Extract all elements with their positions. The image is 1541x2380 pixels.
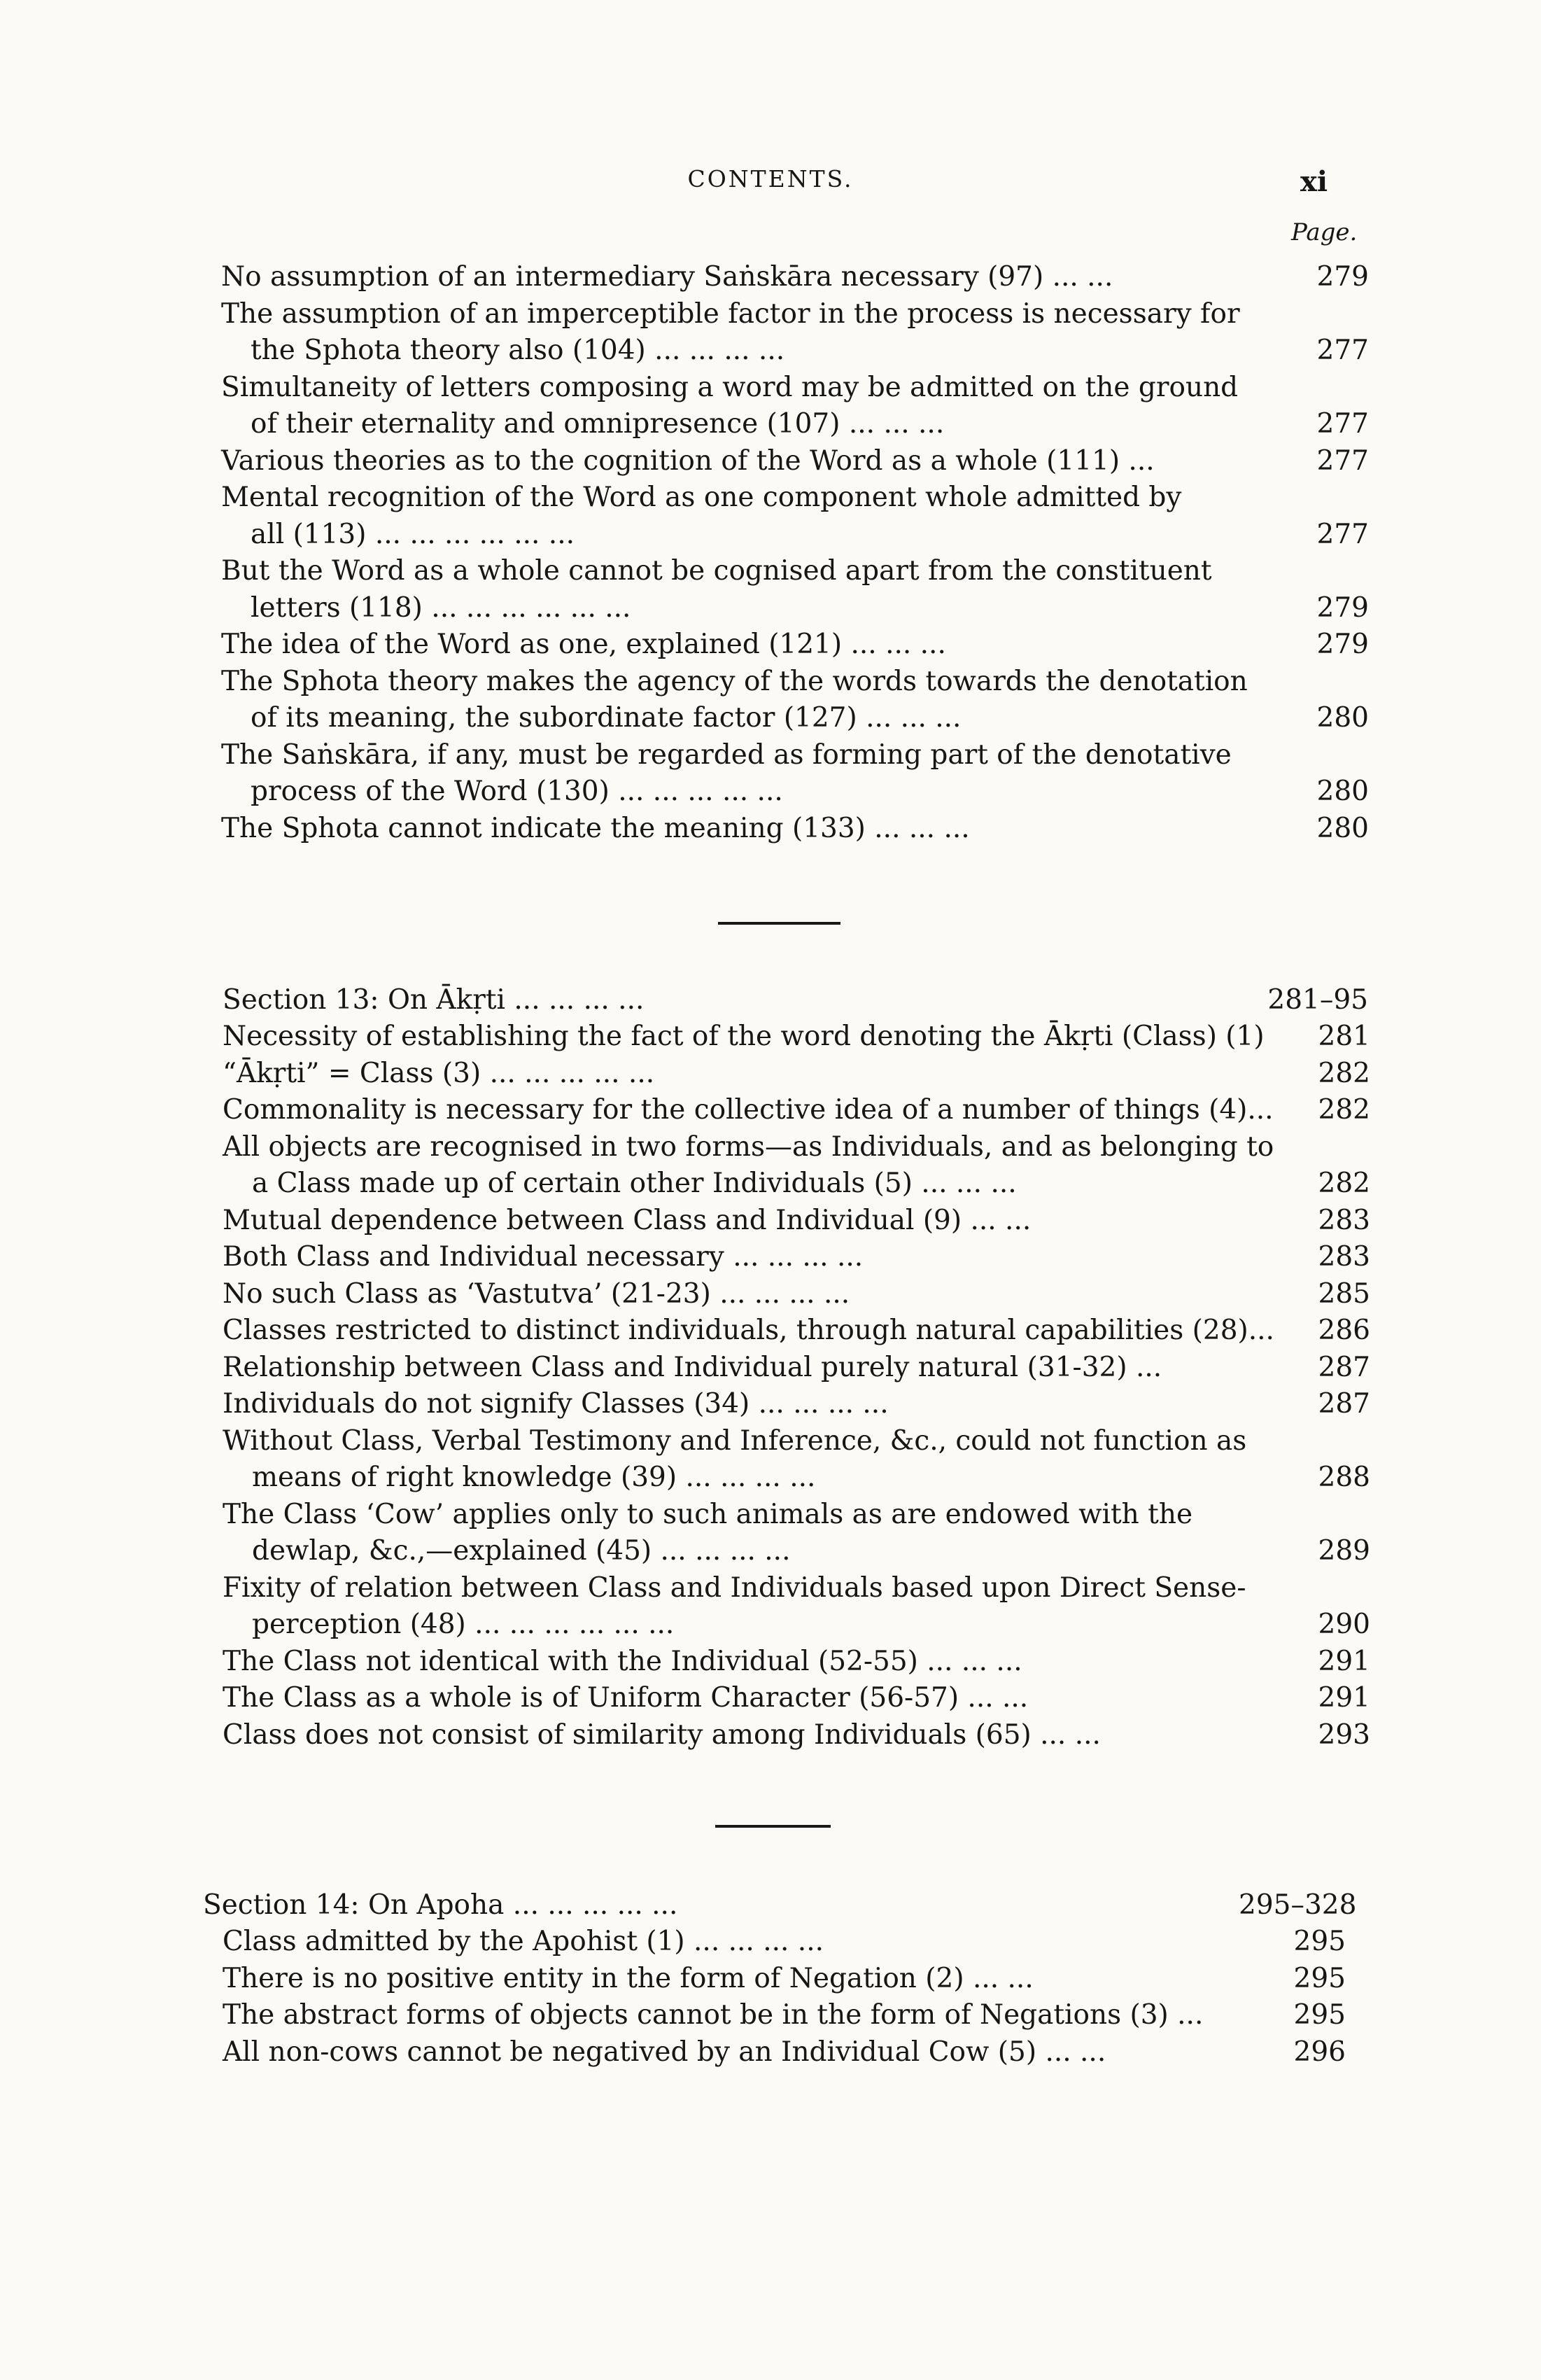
- toc-entry-page: 277: [1316, 444, 1369, 477]
- toc-entry-text: The Sphota cannot indicate the meaning (133) ... ... ...: [221, 812, 970, 844]
- toc-entry-page: 279: [1316, 592, 1369, 624]
- toc-entry-continuation: perception (48) ... ... ... ... ... ...: [252, 1609, 675, 1640]
- toc-entry-page: 295: [1293, 1962, 1346, 1994]
- toc-entry: [223, 1350, 1370, 1387]
- toc-entry: [223, 1203, 1370, 1240]
- toc-entry-page: 280: [1316, 702, 1369, 734]
- toc-entry-page: 295: [1293, 1926, 1346, 1957]
- toc-entry-page: 282: [1318, 1168, 1370, 1199]
- toc-entry-text: Mental recognition of the Word as one component whole admitted by: [221, 482, 1182, 513]
- toc-entry: [221, 553, 1369, 626]
- toc-entry-continuation: of its meaning, the subordinate factor (127) ... ... ...: [251, 702, 962, 734]
- section-13-heading: [223, 982, 644, 1018]
- toc-entry-text: But the Word as a whole cannot be cognised apart from the constituent: [221, 555, 1212, 587]
- toc-entry-text: Class does not consist of similarity among Individuals (65) ... ...: [223, 1718, 1101, 1751]
- toc-entry: [221, 370, 1369, 443]
- toc-entry: [221, 811, 1369, 848]
- toc-entry-page: 293: [1318, 1718, 1370, 1751]
- toc-entry-text: Class admitted by the Apohist (1) ... ... ... ...: [223, 1926, 824, 1957]
- toc-entry: [221, 259, 1369, 296]
- toc-entry-page: 283: [1318, 1241, 1370, 1273]
- toc-entry-page: 295: [1293, 1999, 1346, 2031]
- toc-entry: [223, 1239, 1370, 1276]
- toc-entry: [223, 1129, 1370, 1203]
- running-title: CONTENTS.: [687, 165, 854, 192]
- toc-entry-text: All non-cows cannot be negatived by an Individual Cow (5) ... ...: [223, 2036, 1106, 2068]
- page-header: [0, 165, 1541, 207]
- toc-entry-page: 279: [1316, 261, 1369, 293]
- toc-entry-text: The assumption of an imperceptible factor in the process is necessary for: [221, 298, 1240, 330]
- toc-entry-page: 285: [1318, 1278, 1370, 1310]
- toc-entry-text: Classes restricted to distinct individuals, through natural capabilities (28)...: [223, 1315, 1274, 1346]
- toc-entry-text: The abstract forms of objects cannot be in the form of Negations (3) ...: [223, 1999, 1204, 2031]
- toc-entry-continuation: of their eternality and omnipresence (107) ... ... ...: [251, 408, 945, 440]
- page-number: xi: [1300, 165, 1328, 198]
- toc-entry: [223, 1092, 1370, 1129]
- toc-entry: [223, 1497, 1370, 1570]
- toc-entry-text: The Class not identical with the Individual (52-55) ... ... ...: [223, 1645, 1022, 1677]
- toc-entry-page: 289: [1318, 1535, 1370, 1567]
- toc-entry-page: 296: [1293, 2036, 1346, 2068]
- section-13-title: Section 13: On Ākṛti ... ... ... ...: [223, 984, 645, 1016]
- toc-entry-page: 280: [1316, 812, 1369, 844]
- toc-entry-text: Both Class and Individual necessary ... ... ... ...: [223, 1241, 864, 1273]
- toc-entry: [223, 1644, 1370, 1681]
- section-13-pages: 281–95: [1267, 984, 1368, 1016]
- toc-entry: [221, 296, 1369, 370]
- toc-entry-continuation: process of the Word (130) ... ... ... ... ...: [251, 776, 783, 807]
- toc-entry: [223, 1312, 1370, 1350]
- toc-entry-text: Simultaneity of letters composing a word may be admitted on the ground: [221, 371, 1239, 403]
- toc-entry: [223, 1276, 1370, 1313]
- toc-entry: [223, 1386, 1370, 1423]
- toc-entry-continuation: dewlap, &c.,—explained (45) ... ... ... ...: [252, 1535, 791, 1567]
- toc-entry: [221, 479, 1369, 553]
- toc-entry-page: 291: [1318, 1682, 1370, 1714]
- toc-entry-text: “Ākṛti” = Class (3) ... ... ... ... ...: [223, 1057, 655, 1089]
- toc-entry: [223, 1056, 1370, 1093]
- toc-entry-text: Necessity of establishing the fact of the word denoting the Ākṛti (Class) (1): [223, 1021, 1265, 1052]
- section-14-title: Section 14: On Apoha ... ... ... ... ...: [203, 1889, 678, 1921]
- toc-entry-text: Relationship between Class and Individual purely natural (31-32) ...: [223, 1351, 1162, 1383]
- toc-entry: [223, 2034, 1346, 2071]
- toc-entry-text: The Saṅskāra, if any, must be regarded as forming part of the denotative: [221, 738, 1232, 771]
- toc-entry-text: The Class as a whole is of Uniform Character (56-57) ... ...: [223, 1682, 1029, 1714]
- toc-entry-page: 281: [1318, 1021, 1370, 1052]
- toc-entry: [221, 664, 1369, 737]
- toc-entry-page: 277: [1316, 518, 1369, 550]
- page-column-label: Page.: [1291, 218, 1358, 246]
- toc-entry-text: The idea of the Word as one, explained (121) ... ... ...: [221, 629, 946, 660]
- toc-entry-page: 290: [1318, 1609, 1370, 1640]
- toc-entry-continuation: a Class made up of certain other Individuals (5) ... ... ...: [252, 1168, 1017, 1199]
- toc-entry-text: Commonality is necessary for the collective idea of a number of things (4)...: [223, 1094, 1274, 1126]
- toc-entry-page: 286: [1318, 1315, 1370, 1346]
- toc-entry-page: 287: [1318, 1351, 1370, 1383]
- toc-entry-page: 280: [1316, 776, 1369, 807]
- toc-entry: [223, 1961, 1346, 1998]
- toc-entry-continuation: all (113) ... ... ... ... ... ...: [251, 518, 575, 550]
- toc-entry-text: The Class ‘Cow’ applies only to such animals as are endowed with the: [223, 1498, 1193, 1530]
- toc-entry-page: 288: [1318, 1462, 1370, 1493]
- toc-entry: [221, 626, 1369, 664]
- toc-entry-text: All objects are recognised in two forms—as Individuals, and as belonging to: [223, 1130, 1274, 1163]
- toc-entry: [221, 737, 1369, 811]
- toc-entry-text: Fixity of relation between Class and Individuals based upon Direct Sense-: [223, 1572, 1246, 1604]
- toc-entry-text: Various theories as to the cognition of the Word as a whole (111) ...: [221, 444, 1155, 477]
- toc-entry: [223, 1924, 1346, 1961]
- toc-entry: [223, 1997, 1346, 2034]
- toc-entry-text: The Sphota theory makes the agency of the words towards the denotation: [221, 665, 1248, 697]
- toc-entry-text: There is no positive entity in the form of Negation (2) ... ...: [223, 1962, 1034, 1994]
- toc-entry-continuation: the Sphota theory also (104) ... ... ... ...: [251, 335, 785, 366]
- toc-entry: [223, 1018, 1370, 1056]
- toc-entry-text: Mutual dependence between Class and Individual (9) ... ...: [223, 1204, 1032, 1236]
- toc-entry-page: 277: [1316, 408, 1369, 440]
- section-14-heading: [203, 1887, 677, 1924]
- toc-entry-text: No such Class as ‘Vastutva’ (21-23) ... ... ... ...: [223, 1278, 850, 1310]
- toc-entry-page: 282: [1318, 1057, 1370, 1089]
- toc-entry-text: No assumption of an intermediary Saṅskāra necessary (97) ... ...: [221, 261, 1113, 293]
- toc-entry-text: Individuals do not signify Classes (34) ... ... ... ...: [223, 1388, 889, 1420]
- toc-entry: [223, 1717, 1370, 1754]
- toc-entry-page: 279: [1316, 629, 1369, 660]
- section-divider: [718, 922, 840, 925]
- section-divider: [715, 1825, 831, 1828]
- toc-entry: [223, 1680, 1370, 1717]
- toc-entry: [223, 1423, 1370, 1497]
- toc-entry-continuation: means of right knowledge (39) ... ... ... ...: [252, 1462, 816, 1493]
- toc-entry-page: 282: [1318, 1094, 1370, 1126]
- toc-entry-page: 283: [1318, 1204, 1370, 1236]
- toc-entry-continuation: letters (118) ... ... ... ... ... ...: [251, 592, 631, 624]
- toc-entry: [223, 1570, 1370, 1644]
- toc-entry-page: 287: [1318, 1388, 1370, 1420]
- section-14-pages: 295–328: [1239, 1889, 1357, 1921]
- toc-entry: [221, 443, 1369, 480]
- toc-entry-page: 291: [1318, 1645, 1370, 1677]
- toc-entry-page: 277: [1316, 335, 1369, 366]
- toc-entry-text: Without Class, Verbal Testimony and Inference, &c., could not function as: [223, 1424, 1247, 1457]
